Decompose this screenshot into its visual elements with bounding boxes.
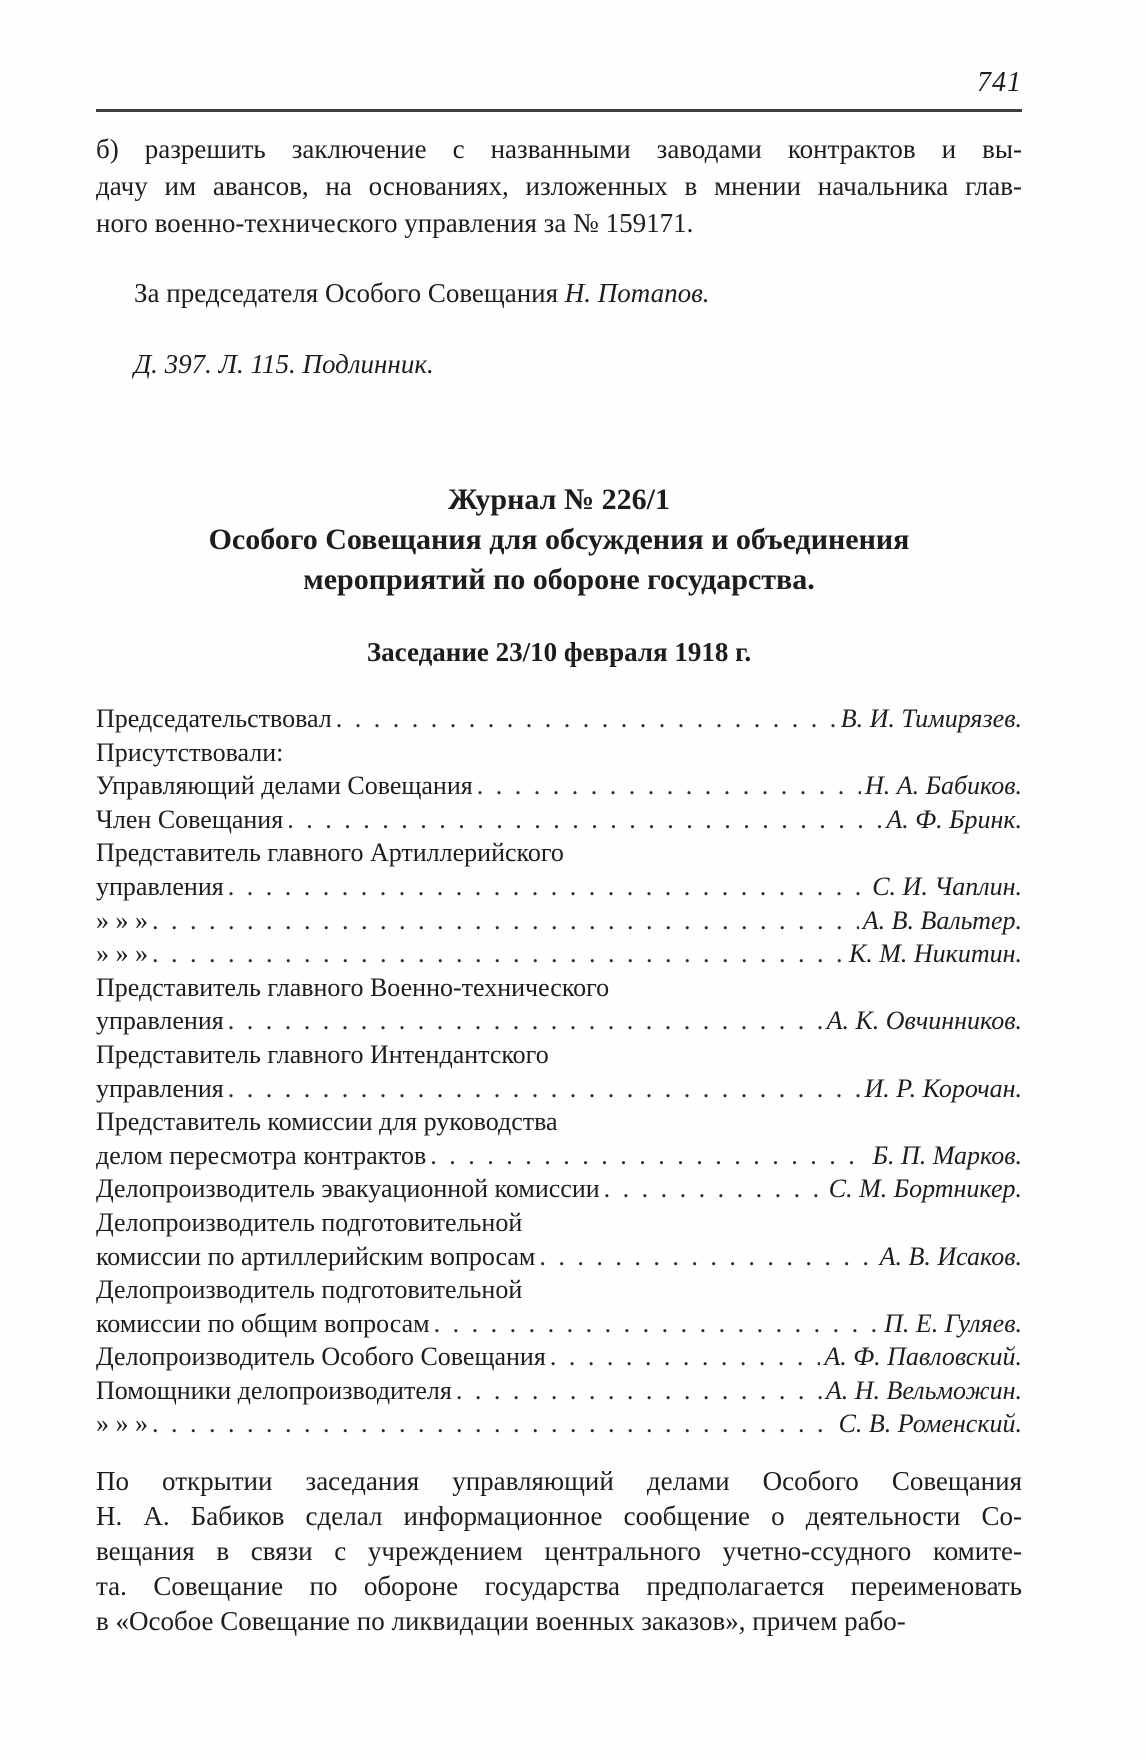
attendee-name: И. Р. Корочан. xyxy=(864,1073,1022,1103)
header-rule xyxy=(96,109,1022,112)
dot-leader xyxy=(152,937,845,971)
attendee-row xyxy=(96,702,1022,736)
dot-leader xyxy=(539,1240,875,1274)
journal-title-line-2: Особого Совещания для обсуждения и объединения xyxy=(208,523,910,556)
dot-leader xyxy=(152,904,859,938)
attendee-row xyxy=(96,937,1022,971)
attendee-role: Представитель комиссии для руководства xyxy=(96,1107,558,1137)
attendee-name: А. Ф. Бринк. xyxy=(886,804,1022,834)
dot-leader xyxy=(287,803,882,837)
attendees-list xyxy=(96,702,1022,1441)
attendee-role: » » » xyxy=(96,939,148,969)
attendee-row xyxy=(96,1374,1022,1408)
attendee-role: управления xyxy=(96,1073,224,1103)
attendee-name: К. М. Никитин. xyxy=(848,939,1022,969)
attendee-row xyxy=(96,1038,1022,1072)
attendee-row xyxy=(96,803,1022,837)
dot-leader xyxy=(228,1004,823,1038)
attendee-role: Присутствовали: xyxy=(96,737,284,767)
attendee-role: Председательствовал xyxy=(96,704,332,733)
attendee-name: В. И. Тимирязев. xyxy=(840,704,1022,733)
dot-leader xyxy=(604,1172,825,1206)
attendee-row xyxy=(96,1172,1022,1206)
attendee-row xyxy=(96,1307,1022,1341)
dot-leader xyxy=(550,1340,821,1374)
attendee-row xyxy=(96,1340,1022,1374)
attendee-role: Представитель главного Артиллерийского xyxy=(96,838,564,868)
attendee-name: Н. А. Бабиков. xyxy=(864,771,1022,801)
session-heading: Заседание 23/10 февраля 1918 г. xyxy=(366,637,752,667)
attendee-name: А. Н. Вельможин. xyxy=(825,1375,1022,1405)
attendee-role: Делопроизводитель подготовительной xyxy=(96,1275,523,1305)
paragraph-line: дачу им авансов, на основаниях, изложенных в мнении начальника глав- xyxy=(96,171,1022,201)
attendee-role: управления xyxy=(96,871,224,901)
paragraph-line: вещания в связи с учреждением центрального учетно-ссудного комите- xyxy=(96,1536,1022,1567)
journal-title xyxy=(96,480,1022,600)
attendee-row xyxy=(96,1139,1022,1173)
attendee-name: С. И. Чаплин. xyxy=(872,871,1022,901)
attendee-row xyxy=(96,1206,1022,1240)
attendee-role: комиссии по общим вопросам xyxy=(96,1308,430,1338)
attendee-name: С. М. Бортникер. xyxy=(828,1174,1022,1204)
attendee-row xyxy=(96,870,1022,904)
dot-leader xyxy=(477,769,861,803)
attendee-role: Член Совещания xyxy=(96,804,284,834)
attendee-row xyxy=(96,836,1022,870)
attendee-role: Делопроизводитель подготовительной xyxy=(96,1207,523,1237)
attendee-role: Делопроизводитель эвакуационной комиссии xyxy=(96,1174,600,1204)
attendee-row xyxy=(96,1105,1022,1139)
paragraph-line: Н. А. Бабиков сделал информационное сообщение о деятельности Со- xyxy=(96,1501,1022,1532)
paragraph-line: б) разрешить заключение с названными заводами контрактов и вы- xyxy=(96,134,1022,164)
attendee-role: » » » xyxy=(96,905,148,935)
attendee-name: Б. П. Марков. xyxy=(872,1140,1022,1170)
dot-leader xyxy=(152,1407,835,1441)
intro-paragraph xyxy=(96,131,1022,242)
attendee-role: комиссии по артиллерийским вопросам xyxy=(96,1241,536,1271)
signature-prefix: За председателя Особого Совещания xyxy=(134,278,565,308)
attendee-name: А. В. Вальтер. xyxy=(862,905,1022,935)
dot-leader xyxy=(456,1374,822,1408)
archive-reference: Д. 397. Л. 115. Подлинник. xyxy=(134,349,434,379)
signature-name: Н. Потапов. xyxy=(564,278,710,308)
paragraph-line: та. Совещание по обороне государства предполагается переименовать xyxy=(96,1571,1022,1602)
attendee-role: Управляющий делами Совещания xyxy=(96,771,473,801)
page-number: 741 xyxy=(977,67,1022,98)
attendee-name: С. В. Роменский. xyxy=(838,1409,1022,1439)
dot-leader xyxy=(434,1307,880,1341)
attendee-name: А. Ф. Павловский. xyxy=(824,1342,1022,1372)
attendee-name: П. Е. Гуляев. xyxy=(884,1308,1022,1338)
attendee-role: управления xyxy=(96,1006,224,1036)
attendee-row xyxy=(96,904,1022,938)
attendee-row xyxy=(96,769,1022,803)
attendee-row xyxy=(96,1240,1022,1274)
attendee-role: Представитель главного Военно-технического xyxy=(96,972,610,1002)
paragraph-line: ного военно-технического управления за № 159171. xyxy=(96,208,694,238)
attendee-name: А. К. Овчинников. xyxy=(826,1006,1022,1036)
journal-title-line-1: Журнал № 226/1 xyxy=(448,483,670,516)
attendee-role: Помощники делопроизводителя xyxy=(96,1375,452,1405)
attendee-role: » » » xyxy=(96,1409,148,1439)
closing-paragraph xyxy=(96,1464,1022,1639)
paragraph-line: в «Особое Совещание по ликвидации военных заказов», причем рабо- xyxy=(96,1606,906,1637)
dot-leader xyxy=(430,1139,868,1173)
attendee-row xyxy=(96,1004,1022,1038)
attendee-row xyxy=(96,1072,1022,1106)
journal-title-line-3: мероприятий по обороне государства. xyxy=(303,563,815,596)
attendee-row xyxy=(96,1273,1022,1307)
attendee-role: Делопроизводитель Особого Совещания xyxy=(96,1342,546,1372)
signature-line xyxy=(96,275,1022,312)
paragraph-line: По открытии заседания управляющий делами Особого Совещания xyxy=(96,1466,1022,1497)
attendee-role: делом пересмотра контрактов xyxy=(96,1140,427,1170)
dot-leader xyxy=(228,870,869,904)
attendee-row xyxy=(96,971,1022,1005)
dot-leader xyxy=(336,702,837,736)
attendee-name: А. В. Исаков. xyxy=(879,1241,1022,1271)
attendee-row xyxy=(96,1407,1022,1441)
attendee-row xyxy=(96,736,1022,770)
dot-leader xyxy=(228,1072,861,1106)
attendee-role: Представитель главного Интендантского xyxy=(96,1039,549,1069)
